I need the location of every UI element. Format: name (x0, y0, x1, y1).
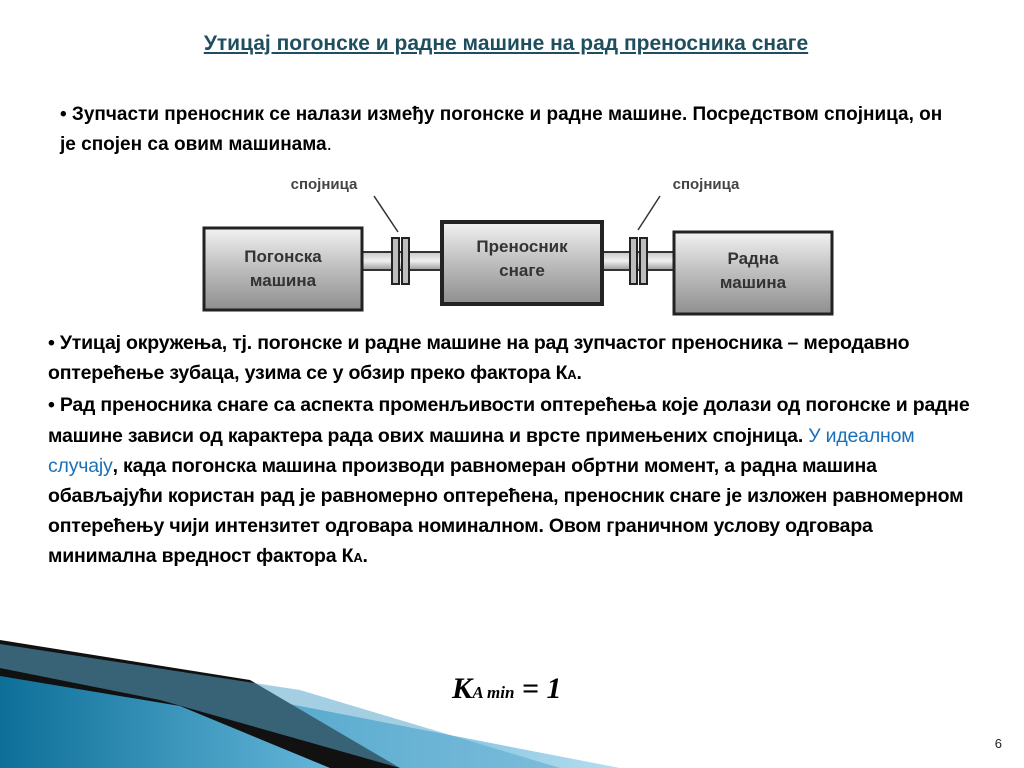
transmission-label-2: снаге (499, 261, 545, 280)
work-machine-label-1: Радна (727, 249, 779, 268)
leader-right (638, 196, 660, 230)
formula-subscript: A min (472, 683, 515, 702)
formula-ka-min (452, 672, 562, 706)
slide-title: Утицај погонске и радне машине на рад преносника снаге (203, 32, 809, 55)
coupling-right-b (640, 238, 647, 284)
highlight-ideal-case: У идеалном случају (48, 424, 915, 477)
work-machine-label-2: машина (719, 273, 787, 292)
transmission-label-1: Преносник (476, 237, 568, 256)
intro-tail: . (326, 134, 332, 155)
coupling-left-b (402, 238, 409, 284)
transmission-diagram (190, 168, 850, 320)
formula-symbol: К (452, 672, 473, 705)
coupling-left-label: спојница (290, 176, 358, 193)
bullet-environment: • Утицај окружења, тј. погонске и радне машине на рад зупчастог преносника – меродавно оптерећење зубаца, узима се у обзир преко фактора КА. (48, 332, 910, 385)
coupling-right-label: спојница (672, 176, 740, 193)
formula-rhs: = 1 (514, 672, 562, 705)
bullet-load-variability: • Рад преносника снаге са аспекта променљивости оптерећења које долази од погонске и радне машине зависи од карактера рада ових машина и врсте примењених спојница. У идеалном случају, када погонска машина производи равномеран обртни момент, а радна машина обављајући користан рад је равномерно оптерећена, преносник снаге је изложен равномерном оптерећењу чији интензитет одговара номиналном. Овом граничном услову одговара минимална вредност фактора КА. (48, 394, 970, 568)
drive-machine-box (204, 228, 362, 310)
intro-text: • Зупчасти преносник се налази између погонске и радне машине. Посредством спојница, он је спојен са овим машинама (60, 104, 943, 155)
intro-paragraph (60, 100, 960, 160)
body-text (48, 328, 978, 574)
leader-left (374, 196, 398, 232)
coupling-left-a (392, 238, 399, 284)
bullet1-subscript: А (567, 367, 577, 383)
drive-machine-label-1: Погонска (244, 247, 322, 266)
page-number: 6 (994, 736, 1002, 751)
drive-machine-label-2: машина (249, 271, 317, 290)
coupling-right-a (630, 238, 637, 284)
bullet2-subscript: А (353, 550, 363, 566)
